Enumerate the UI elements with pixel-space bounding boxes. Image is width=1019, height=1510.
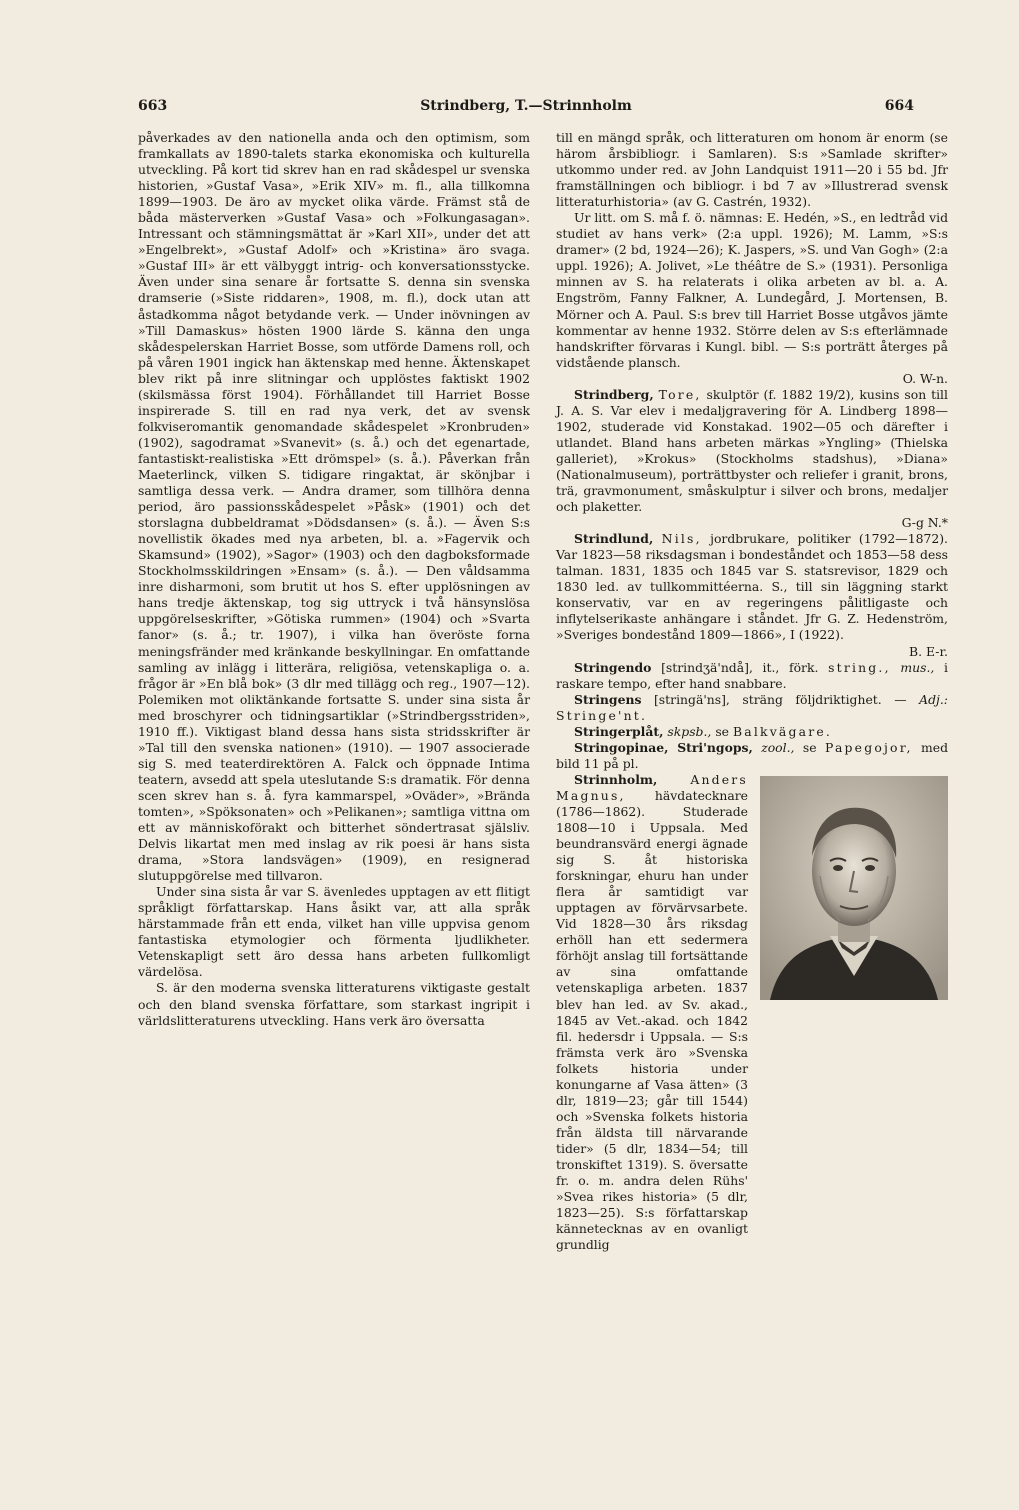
author-signature: B. E-r. [909, 643, 948, 659]
entry-text: [strindʒä'ndå], it., förk. [661, 659, 819, 675]
entry-cross-reference: Papegojor, [824, 739, 913, 755]
entry-headword: Stringopinae, Stri'ngops, [574, 739, 753, 755]
entry-text: [stringä'ns], sträng följdriktighet. — [653, 691, 907, 707]
paragraph: Ur litt. om S. må f. ö. nämnas: E. Hedén, »S., en ledtråd vid studiet av hans verk» (2:a uppl. 1926); M. Lamm, »S:s dramer» (2 bd, 1924—26); K. Jaspers, »S. und Van Gogh» (2:a uppl. 1926); A. Jolivet, »Le théâtre de S.» (1931). Personliga minnen av S. ha relaterats i olika arbeten av bl. a. A. Engström, Fanny Falkner, A. Lundegård, J. Mortensen, B. Mörner och A. Paul. S:s brev till Harriet Bosse utgåvos jämte kommentar av henne 1932. Större delen av S:s efterlämnade handskrifter förvaras i Kungl. bibl. — S:s porträtt återges på vidstående plansch. [556, 210, 948, 370]
entry-abbreviation: string., [828, 659, 891, 675]
entry-headword: Stringens [574, 691, 642, 707]
entry-text: se [802, 739, 817, 755]
entry-headword: Strindberg, [574, 386, 654, 402]
entry-subject: Adj.: [919, 691, 948, 707]
page-number-left: 663 [138, 98, 168, 114]
running-title: Strindberg, T.—Strinnholm [420, 98, 632, 114]
entry-text: i raskare tempo, efter hand snabbare. [556, 659, 948, 691]
author-signature: O. W-n. [902, 370, 948, 386]
entry-cross-reference: Balkvägare. [732, 723, 833, 739]
entry-stringens [556, 692, 948, 724]
entry-derived-word: Stringe'nt. [556, 707, 648, 723]
entry-headword: Stringerplåt, [574, 723, 664, 739]
entry-strindberg-tore [556, 387, 948, 515]
entry-headword: Stringendo [574, 659, 652, 675]
entry-stringopinae [556, 740, 948, 772]
entry-stringerplat [556, 724, 948, 740]
entry-subject: skpsb., [667, 723, 712, 739]
portrait-strinnholm [760, 776, 948, 1000]
portrait-float [760, 776, 948, 1306]
entry-given-name: Nils, [661, 531, 702, 547]
entry-text: se [715, 723, 730, 739]
page-number-right: 664 [884, 98, 914, 114]
entry-text: skulptör (f. 1882 19/2), kusins son till J. A. S. Var elev i medaljgravering för A. Lindberg 1898—1902, studerade vid Konstakad. 1902—05 och därefter i utlandet. Bland hans arbeten märkas »Yngling» (Thielska galleriet), »Krokus» (Stockholms stadshus), »Diana» (Nationalmuseum), porträttbyster och reliefer i granit, brons, trä, gravmonument, småskulptur i silver och brons, medaljer och plaketter. [556, 386, 948, 515]
left-column [138, 130, 530, 1029]
portrait-engraving [760, 776, 948, 1000]
author-signature: G-g N.* [901, 515, 948, 531]
paragraph: påverkades av den nationella anda och den optimism, som framkallats av 1890-talets starka ekonomiska och kulturella utveckling. På kort tid skrev han en rad skådespel ur svenska historien, »Gustaf Vasa», »Erik XIV» m. fl., alla tillkomna 1899—1903. De äro av mycket olika värde. Främst stå de båda mästerverken »Gustaf Vasa» och »Folkungasagan». Intressant och stämningsmättat är »Karl XII», under det att »Engelbrekt», »Gustaf Adolf» och »Kristina» äro svaga. »Gustaf III» är ett välbyggt intrig- och konversationsstycke. Även under sina senare år fortsatte S. denna sin svenska dramserie (»Siste riddaren», 1908, m. fl.), dock utan att åstadkomma något betydande verk. — Under inövningen av »Till Damaskus» hösten 1900 lärde S. känna den unga skådespelerskan Harriet Bosse, som utförde Damens roll, och på våren 1901 ingick han äktenskap med henne. Äktenskapet blev rikt på inre slitningar och upplöstes faktiskt 1902 (skilsmässa först 1904). Förhållandet till Harriet Bosse inspirerade S. till en rad nya verk, det av svensk folkviseromantik genomandade skådespelet »Kronbruden» (1902), sagodramat »Svanevit» (s. å.) och det egenartade, fantastiskt-realistiska »Ett drömspel» (s. å.). Påverkan från Maeterlinck, vilken S. tidigare ringaktat, är skönjbar i samtliga dessa verk. — Andra dramer, som tillhöra denna period, äro passionsskådespelet »Påsk» (1901) och det storslagna dubbeldramat »Dödsdansen» (s. å.). — Även S:s novellistik ökades med nya arbeten, bl. a. »Fagervik och Skamsund» (1902), »Sagor» (1903) och den dagboksformade Stockholmsskildringen »Ensam» (s. å.). — Den våldsamma inre disharmoni, som brutit ut hos S. efter upplösningen av hans tredje äktenskap, tog sig uttryck i två hänsynslösa uppgörelseskrifter, »Götiska rummen» (1904) och »Svarta fanor» (s. å.; tr. 1907), i vilka han överöste forna meningsfränder med kränkande beskyllningar. En omfattande samling av inlägg i litterära, religiösa, vetenskapliga o. a. frågor är »En blå bok» (3 dlr med tillägg och reg., 1907—12). Polemiken mot oliktänkande fortsatte S. under sina sista år med broschyrer och tidningsartiklar (»Strindbergsstriden», 1910 ff.). Viktigast bland dessa hans sista stridsskrifter är »Tal till den svenska nationen» (1910). — 1907 associerade sig S. med teaterdirektören A. Falck och öppnade Intima teatern, avsedd att spela uteslutande S:s dramatik. För denna scen skrev han s. å. fyra kammarspel, »Oväder», »Brända tomten», »Spöksonaten» och »Pelikanen»; samtliga vittna om ett av människoförakt och bitterhet söndertrasat själsliv. Delvis likartat men med inslag av rik poesi är hans sista drama, »Stora landsvägen» (1909), en resignerad slutuppgörelse med tillvaron. [138, 130, 530, 884]
entry-given-name: Tore, [658, 386, 702, 402]
entry-text: jordbrukare, politiker (1792—1872). Var 1823—58 riksdagsman i bondeståndet och 1853—58 dess talman. 1831, 1835 och 1845 var S. statsrevisor, 1829 och 1830 led. av tullkommittéerna. S., till sin läggning starkt konservativ, var en av regeringens pålitligaste och inflytelserikaste anhängare i ståndet. Jfr G. Z. Hedenström, »Sveriges bondestånd 1809—1866», I (1922). [556, 531, 948, 643]
entry-headword: Strinnholm, [574, 771, 658, 787]
entry-text: med bild 11 på pl. [556, 739, 948, 771]
entry-headword: Strindlund, [574, 531, 654, 547]
entry-stringendo [556, 660, 948, 692]
entry-strindlund [556, 531, 948, 643]
entry-subject: mus., [900, 659, 935, 675]
paragraph: Under sina sista år var S. ävenledes upptagen av ett flitigt språkligt författarskap. Hans åsikt var, att alla språk härstammade från ett enda, vilket han ville uppvisa genom fantastiska etymologier och förmenta ljudlikheter. Vetenskapligt sett äro dessa hans arbeten fullkomligt värdelösa. [138, 884, 530, 980]
entry-subject: zool., [761, 739, 795, 755]
paragraph: till en mängd språk, och litteraturen om honom är enorm (se härom årsbibliogr. i Samlaren). S:s »Samlade skrifter» utkommo under red. av John Landquist 1911—20 i 55 bd. Jfr framställningen och bibliogr. i bd 7 av »Illustrerad svensk litteraturhistoria» (av G. Castrén, 1932). [556, 130, 948, 210]
running-header [138, 98, 914, 122]
paragraph: S. är den moderna svenska litteraturens viktigaste gestalt och den bland svenska författare, som starkast ingripit i världslitteraturens utveckling. Hans verk äro översatta [138, 980, 530, 1028]
right-column [556, 130, 948, 1306]
entry-text: hävdatecknare (1786—1862). Studerade 1808—10 i Uppsala. Med beundransvärd energi ägnade sig S. åt historiska forskningar, ehuru han under flera år samtidigt var upptagen av förvärvsarbete. Vid 1828—30 års riksdag erhöll han ett sedermera förhöjt anslag till fortsättande av sina omfattande vetenskapliga arbeten. 1837 blev han led. av Sv. akad., 1845 av Vet.-akad. och 1842 fil. hedersdr i Uppsala. — S:s främsta verk äro »Svenska folkets historia under konungarne af Vasa ätten» (3 dlr, 1819—23; går till 1544) och »Svenska folkets historia från äldsta till närvarande tider» (5 dlr, 1834—54; till tronskiftet 1319). S. översatte fr. o. m. andra delen Rühs' »Svea rikes historia» (5 dlr, 1823—25). S:s författarskap kännetecknas av en ovanligt grundlig [556, 787, 748, 1253]
entry-given-name: Anders Magnus, [556, 771, 748, 803]
